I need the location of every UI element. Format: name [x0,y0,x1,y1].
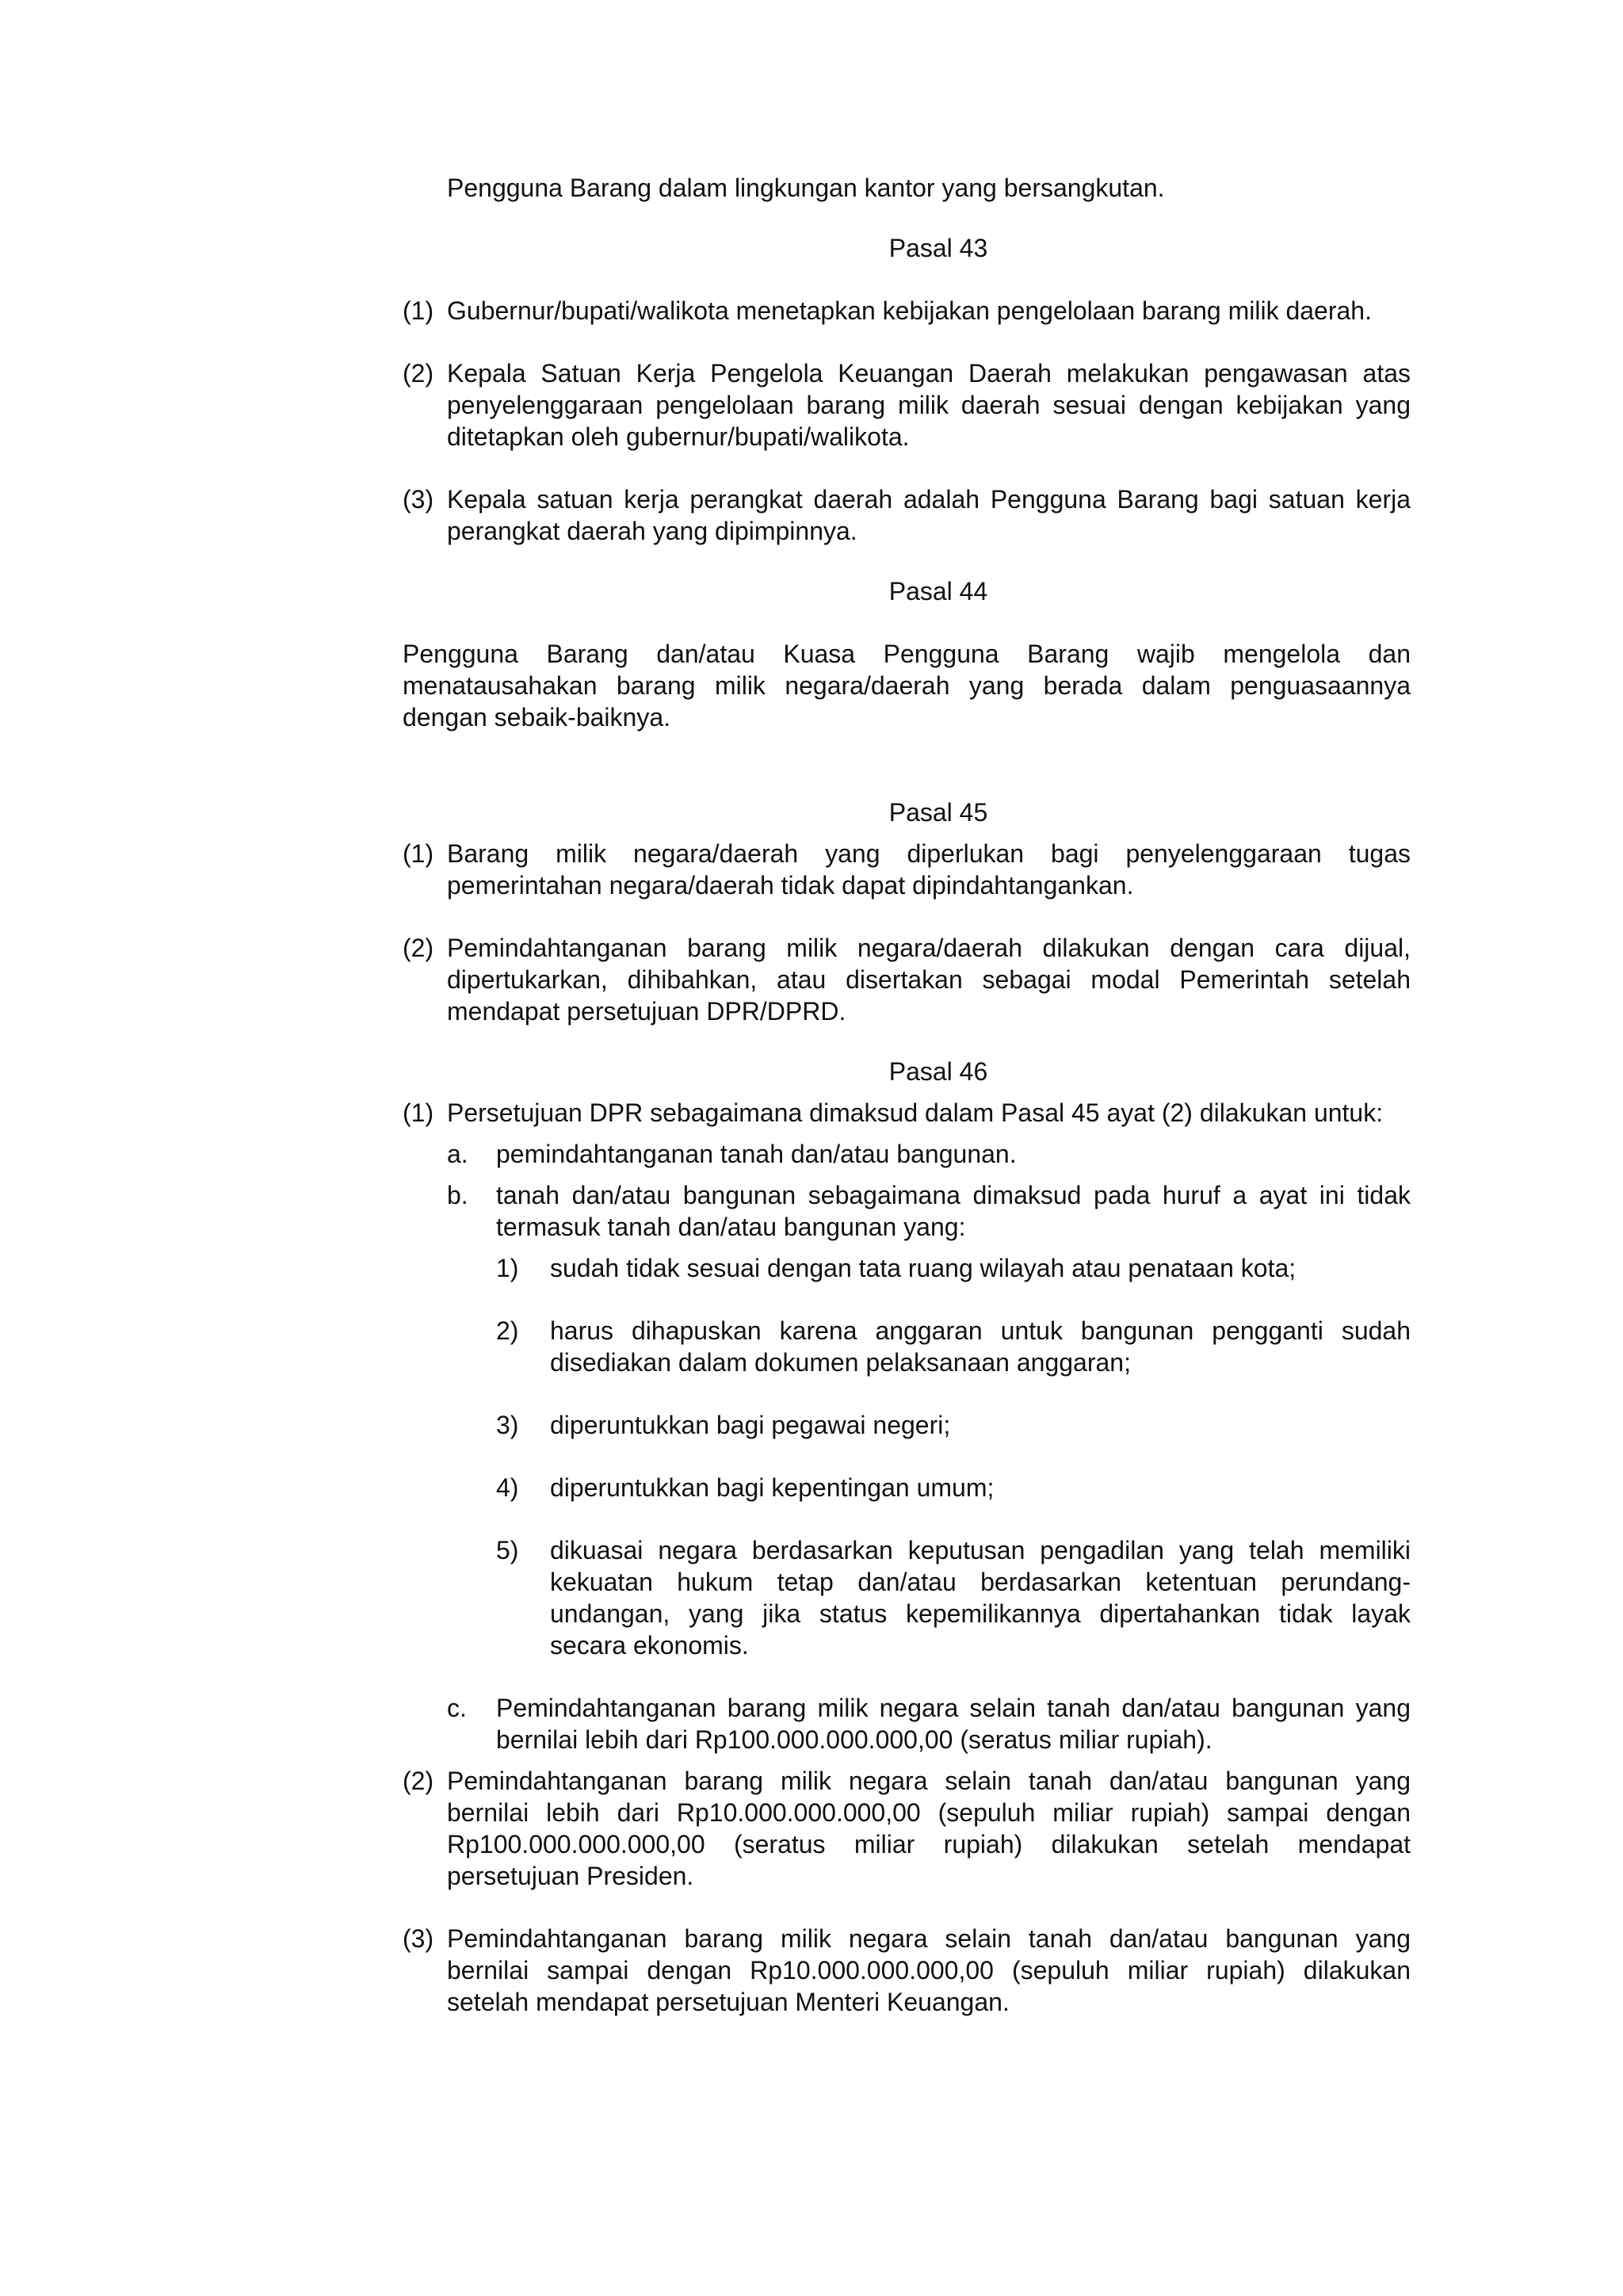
pasal-45-ayat-1 [403,838,1411,901]
huruf-label: a. [447,1140,468,1168]
ayat-number: (2) [403,1767,434,1795]
angka-3 [496,1409,1411,1441]
pasal-46-ayat-3 [403,1923,1411,2018]
ayat-number: (3) [403,1924,434,1953]
ayat-text: Barang milik negara/daerah yang diperlukan bagi penyelenggaraan tugas pemerintahan negara/daerah tidak dapat dipindahtangankan. [447,839,1411,900]
angka-text: harus dihapuskan karena anggaran untuk bangunan pengganti sudah disediakan dalam dokumen pelaksanaan anggaran; [550,1316,1411,1377]
pasal-46-ayat-2 [403,1765,1411,1892]
huruf-a [447,1138,1411,1170]
ayat-text: Kepala satuan kerja perangkat daerah adalah Pengguna Barang bagi satuan kerja perangkat daerah yang dipimpinnya. [447,485,1411,545]
ayat-text: Gubernur/bupati/walikota menetapkan kebijakan pengelolaan barang milik daerah. [447,296,1372,325]
angka-label: 5) [496,1536,519,1564]
huruf-text: pemindahtanganan tanah dan/atau bangunan. [496,1140,1017,1168]
pasal-44-title: Pasal 44 [888,577,988,606]
huruf-b [447,1179,1411,1243]
ayat-number: (2) [403,359,434,388]
huruf-label: b. [447,1181,468,1209]
ayat-number: (2) [403,934,434,962]
ayat-number: (1) [403,1098,434,1127]
ayat-text: Kepala Satuan Kerja Pengelola Keuangan Daerah melakukan pengawasan atas penyelenggaraan pengelolaan barang milik daerah sesuai dengan kebijakan yang ditetapkan oleh gubernur/bupati/walikota. [447,359,1411,451]
angka-label: 4) [496,1473,519,1502]
pasal-43-ayat-1 [403,295,1411,327]
pasal-43-ayat-2 [403,357,1411,453]
pasal-43-title: Pasal 43 [888,234,988,262]
angka-2 [496,1315,1411,1378]
angka-1 [496,1252,1411,1284]
pasal-45-title: Pasal 45 [888,798,988,827]
huruf-label: c. [447,1694,467,1722]
huruf-text: Pemindahtanganan barang milik negara selain tanah dan/atau bangunan yang bernilai lebih dari Rp100.000.000.000,00 (seratus miliar rupiah). [496,1694,1411,1754]
angka-label: 2) [496,1316,519,1345]
ayat-number: (1) [403,296,434,325]
ayat-text: Pemindahtanganan barang milik negara selain tanah dan/atau bangunan yang bernilai lebih dari Rp10.000.000.000,00 (sepuluh miliar rupiah) sampai dengan Rp100.000.000.000,00 (seratus miliar rupiah) dilakukan setelah mendapat persetujuan Presiden. [447,1767,1411,1890]
huruf-text: tanah dan/atau bangunan sebagaimana dimaksud pada huruf a ayat ini tidak termasuk tanah dan/atau bangunan yang: [496,1181,1411,1241]
ayat-text: Persetujuan DPR sebagaimana dimaksud dalam Pasal 45 ayat (2) dilakukan untuk: [447,1098,1384,1127]
pasal-44-text: Pengguna Barang dan/atau Kuasa Pengguna Barang wajib mengelola dan menatausahakan barang milik negara/daerah yang berada dalam penguasaannya dengan sebaik-baiknya. [403,640,1411,732]
ayat-number: (1) [403,839,434,868]
pasal-43-ayat-3 [403,483,1411,547]
angka-label: 1) [496,1254,519,1282]
pasal-45-ayat-2 [403,932,1411,1027]
text-column [403,172,1411,2018]
angka-text: diperuntukkan bagi kepentingan umum; [550,1473,995,1502]
pasal-46-ayat-1 [403,1097,1411,1129]
ayat-number: (3) [403,485,434,514]
angka-text: dikuasai negara berdasarkan keputusan pengadilan yang telah memiliki kekuatan hukum tetap dan/atau berdasarkan ketentuan perundang-undangan, yang jika status kepemilikannya dipertahankan tidak layak secara ekonomis. [550,1536,1411,1660]
ayat-text: Pemindahtanganan barang milik negara/daerah dilakukan dengan cara dijual, dipertukarkan, dihibahkan, atau disertakan sebagai modal Pemerintah setelah mendapat persetujuan DPR/DPRD. [447,934,1411,1026]
angka-5 [496,1534,1411,1661]
pasal-46-title: Pasal 46 [888,1057,988,1086]
angka-label: 3) [496,1411,519,1439]
angka-text: diperuntukkan bagi pegawai negeri; [550,1411,951,1439]
ayat-text: Pemindahtanganan barang milik negara selain tanah dan/atau bangunan yang bernilai sampai dengan Rp10.000.000.000,00 (sepuluh miliar rupiah) dilakukan setelah mendapat persetujuan Menteri Keuangan. [447,1924,1411,2016]
angka-text: sudah tidak sesuai dengan tata ruang wilayah atau penataan kota; [550,1254,1296,1282]
angka-list [447,1243,1411,1661]
angka-4 [496,1472,1411,1503]
lead-paragraph: Pengguna Barang dalam lingkungan kantor yang bersangkutan. [447,174,1165,202]
huruf-c [447,1692,1411,1755]
